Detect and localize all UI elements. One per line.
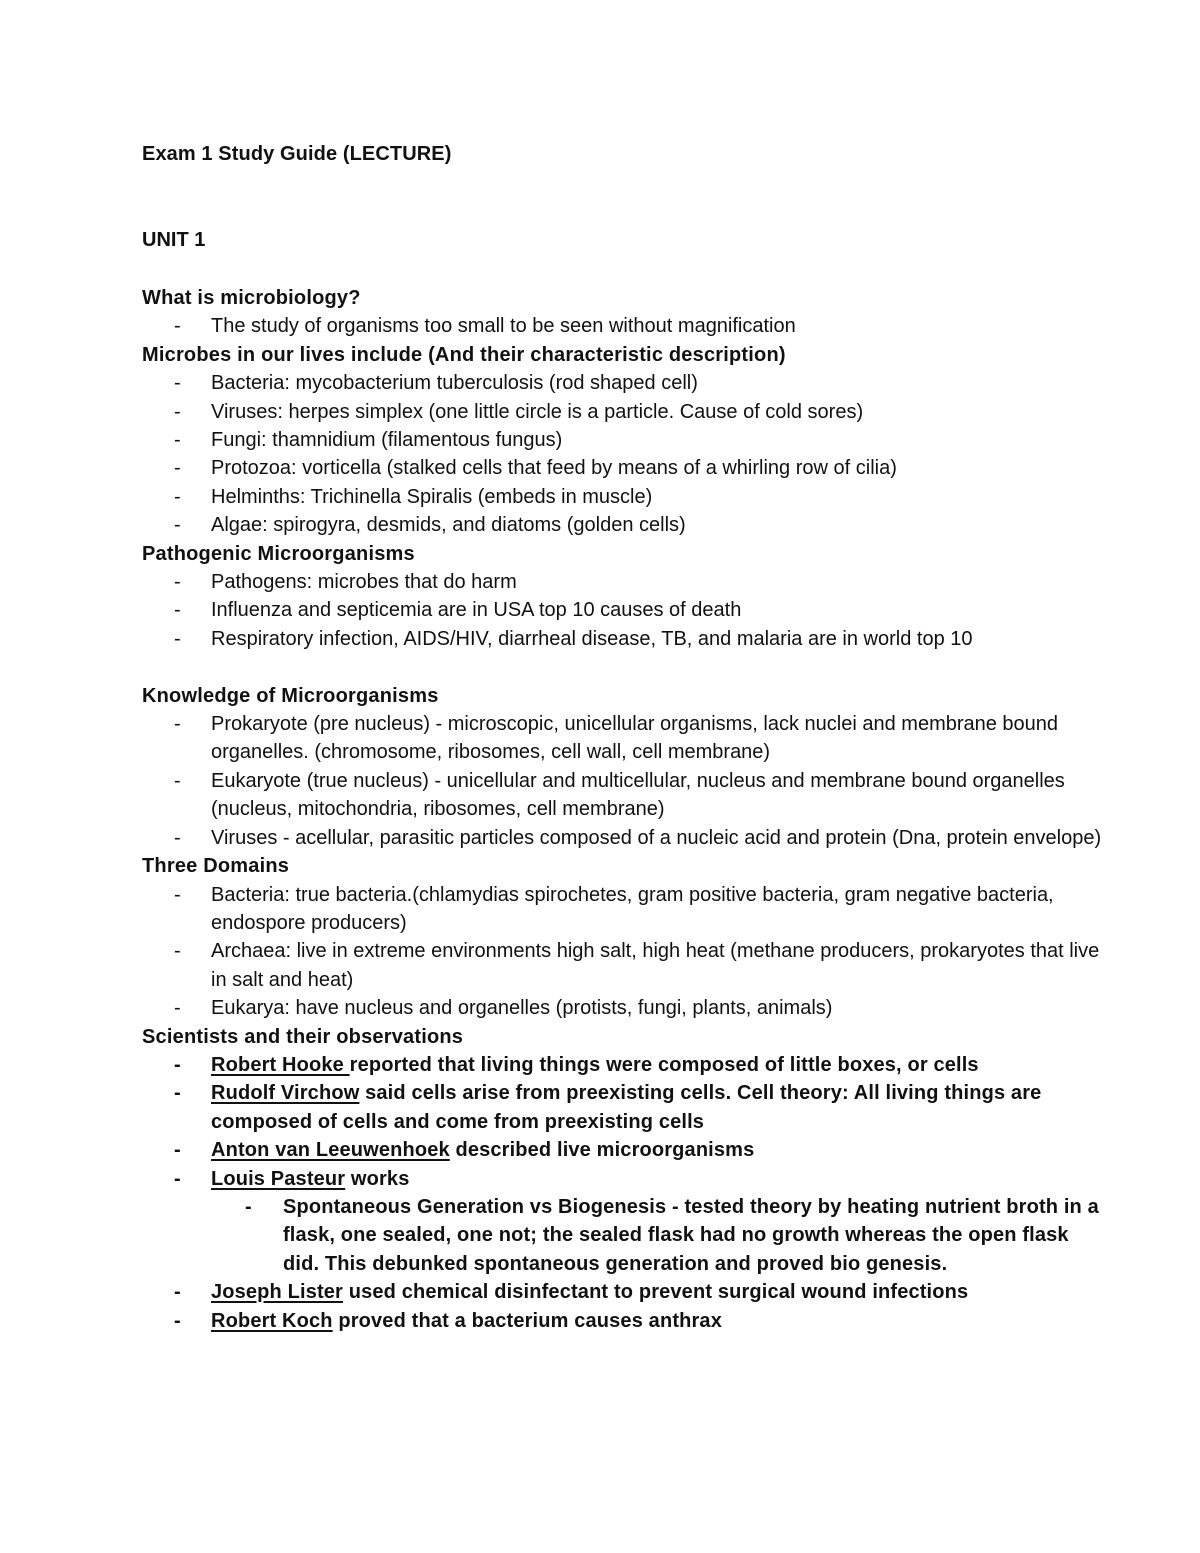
scientists-list (142, 1051, 1102, 1335)
dash-bullet: - (174, 571, 181, 594)
list-item: - The study of organisms too small to be seen without magnification (142, 312, 1102, 340)
dash-bullet: - (174, 1082, 181, 1105)
dash-bullet: - (174, 1167, 181, 1190)
scientist-observation: proved that a bacterium causes anthrax (332, 1309, 722, 1332)
pasteur-sublist (211, 1193, 1102, 1278)
dash-bullet: - (174, 457, 181, 480)
unit-heading: UNIT 1 (142, 229, 206, 251)
dash-bullet: - (174, 627, 181, 650)
dash-bullet: - (174, 400, 181, 423)
scientist-observation: works (345, 1167, 410, 1190)
list-item: - Archaea: live in extreme environments high salt, high heat (methane producers, prokaryotes that live in salt and heat) (142, 937, 1102, 994)
scientist-observation: described live microorganisms (449, 1139, 755, 1162)
dash-bullet: - (174, 769, 181, 792)
dash-bullet: - (174, 826, 181, 849)
domains-list (142, 881, 1102, 1023)
section-heading-knowledge: Knowledge of Microorganisms (142, 684, 439, 707)
list-item: - Algae: spirogyra, desmids, and diatoms (golden cells) (142, 511, 1102, 539)
list-item: - Bacteria: mycobacterium tuberculosis (rod shaped cell) (142, 369, 1102, 397)
scientist-name: Louis Pasteur (211, 1167, 346, 1190)
sub-list-item: - Spontaneous Generation vs Biogenesis - tested theory by heating nutrient broth in a flask, one sealed, one not; the sealed flask had no growth whereas the open flask did. This debunked spontaneous generation and proved bio genesis. (211, 1193, 1102, 1278)
dash-bullet: - (174, 429, 181, 452)
list-item (142, 1051, 1102, 1079)
scientist-observation: reported that living things were composed of little boxes, or cells (349, 1053, 979, 1076)
dash-bullet: - (174, 1139, 181, 1162)
list-item: - Pathogens: microbes that do harm (142, 568, 1102, 596)
dash-bullet: - (174, 883, 181, 906)
scientist-name: Anton van Leeuwenhoek (211, 1139, 450, 1162)
list-item: - Eukaryote (true nucleus) - unicellular and multicellular, nucleus and membrane bound organelles (nucleus, mitochondria, ribosomes, cell membrane) (142, 767, 1102, 824)
list-item: - Influenza and septicemia are in USA top 10 causes of death (142, 596, 1102, 624)
dash-bullet: - (174, 997, 181, 1020)
list-item: - Respiratory infection, AIDS/HIV, diarrheal disease, TB, and malaria are in world top 10 (142, 625, 1102, 653)
dash-bullet: - (174, 1281, 181, 1304)
list-item (142, 1278, 1102, 1306)
section-heading-pathogenic: Pathogenic Microorganisms (142, 542, 415, 565)
list-item (142, 1165, 1102, 1279)
list-item: - Bacteria: true bacteria.(chlamydias spirochetes, gram positive bacteria, gram negative bacteria, endospore producers) (142, 881, 1102, 938)
dash-bullet: - (174, 485, 181, 508)
list-item: - Fungi: thamnidium (filamentous fungus) (142, 426, 1102, 454)
section-heading-domains: Three Domains (142, 855, 290, 878)
section-heading-scientists: Scientists and their observations (142, 1025, 464, 1048)
dash-bullet: - (174, 315, 181, 338)
scientist-observation: used chemical disinfectant to prevent surgical wound infections (343, 1281, 969, 1304)
scientist-name: Rudolf Virchow (211, 1082, 360, 1105)
document-body (142, 284, 1102, 1335)
document-title: Exam 1 Study Guide (LECTURE) (142, 143, 452, 165)
list-item (142, 1079, 1102, 1136)
list-item: - Prokaryote (pre nucleus) - microscopic, unicellular organisms, lack nuclei and membrane bound organelles. (chromosome, ribosomes, cell wall, cell membrane) (142, 710, 1102, 767)
microbes-list (142, 369, 1102, 539)
list-item: - Helminths: Trichinella Spiralis (embeds in muscle) (142, 483, 1102, 511)
list-item: - Viruses: herpes simplex (one little circle is a particle. Cause of cold sores) (142, 398, 1102, 426)
dash-bullet: - (174, 599, 181, 622)
blank-line (142, 653, 1102, 681)
list-item: - Viruses - acellular, parasitic particles composed of a nucleic acid and protein (Dna, protein envelope) (142, 824, 1102, 852)
list-item: - Protozoa: vorticella (stalked cells that feed by means of a whirling row of cilia) (142, 454, 1102, 482)
list-item (142, 1136, 1102, 1164)
list-item (142, 1307, 1102, 1335)
scientist-name: Robert Koch (211, 1309, 333, 1332)
dash-bullet: - (245, 1195, 252, 1218)
scientist-observation: said cells arise from preexisting cells. Cell theory: All living things are composed of cells and come from preexisting cells (211, 1082, 1042, 1133)
dash-bullet: - (174, 713, 181, 736)
list-item: - Eukarya: have nucleus and organelles (protists, fungi, plants, animals) (142, 994, 1102, 1022)
dash-bullet: - (174, 372, 181, 395)
section-heading-what-is: What is microbiology? (142, 287, 361, 309)
dash-bullet: - (174, 940, 181, 963)
knowledge-list (142, 710, 1102, 852)
what-is-list (142, 312, 1102, 340)
scientist-name: Robert Hooke (211, 1053, 350, 1076)
section-heading-microbes: Microbes in our lives include (And their characteristic description) (142, 343, 786, 366)
dash-bullet: - (174, 1309, 181, 1332)
pathogenic-list (142, 568, 1102, 653)
dash-bullet: - (174, 514, 181, 537)
scientist-name: Joseph Lister (211, 1281, 343, 1304)
dash-bullet: - (174, 1053, 181, 1076)
